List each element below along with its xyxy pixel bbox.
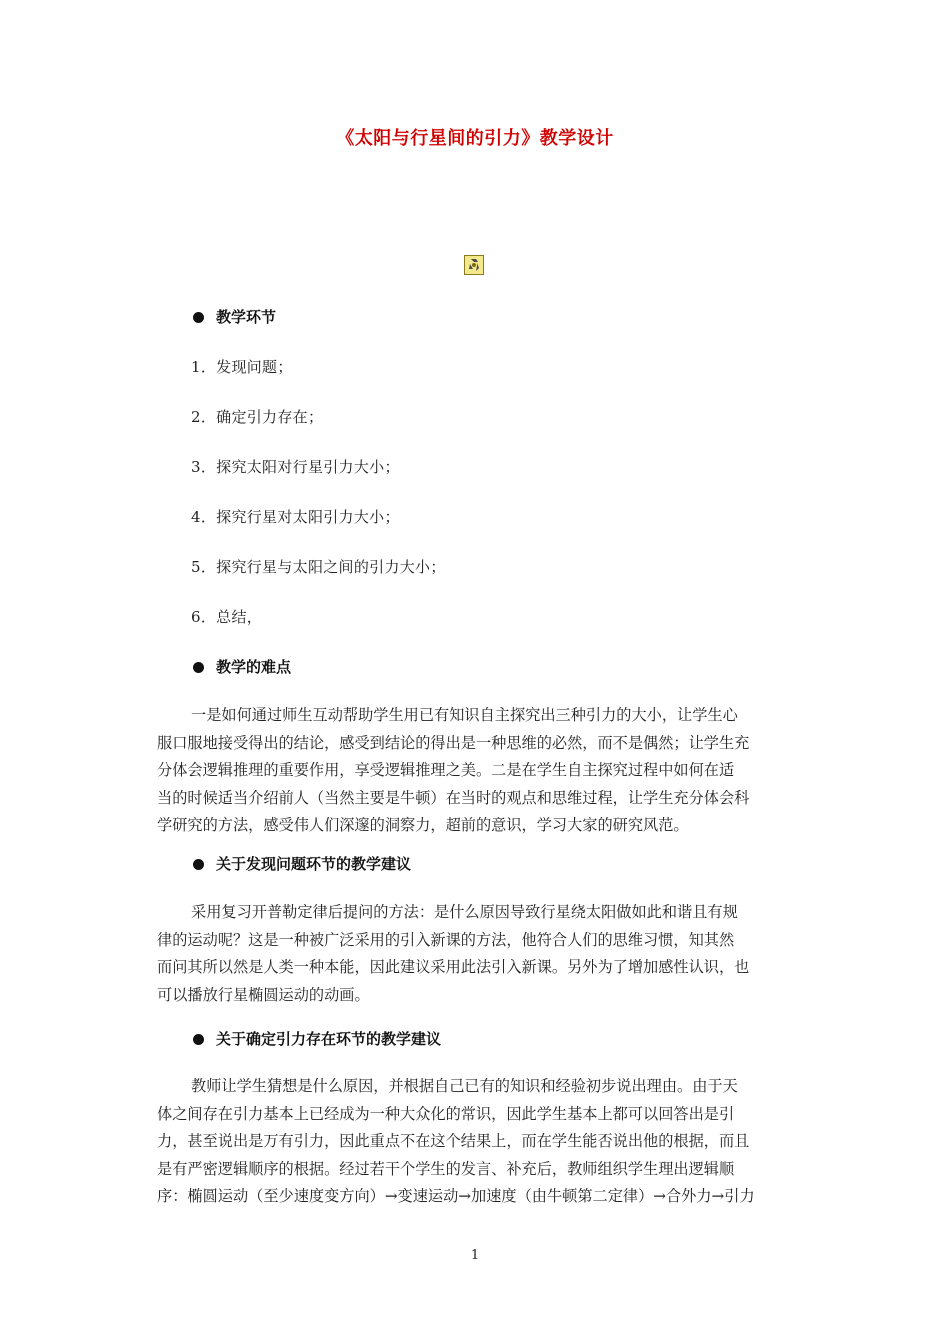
confirm-paragraph — [157, 1073, 797, 1211]
section-heading-steps: 教学环节 — [193, 306, 276, 327]
text-line: 而问其所以然是人类一种本能，因此建议采用此法引入新课。另外为了增加感性认识，也 — [157, 958, 750, 976]
text-line: 采用复习开普勒定律后提问的方法：是什么原因导致行星绕太阳做如此和谐且有规 — [191, 903, 738, 921]
document-title: 《太阳与行星间的引力》教学设计 — [336, 128, 614, 149]
text-line: 分体会逻辑推理的重要作用，享受逻辑推理之美。二是在学生自主探究过程中如何在适 — [157, 761, 735, 779]
object-icon[interactable] — [464, 255, 484, 275]
step-item: 1．发现问题； — [191, 358, 293, 376]
text-line: 是有严密逻辑顺序的根据。经过若干个学生的发言、补充后，教师组织学生理出逻辑顺 — [157, 1159, 735, 1178]
text-line: 教师让学生猜想是什么原因，并根据自己已有的知识和经验初步说出理由。由于天 — [191, 1077, 738, 1095]
step-item: 4．探究行星对太阳引力大小； — [191, 508, 400, 526]
step-item: 5．探究行星与太阳之间的引力大小； — [191, 558, 446, 576]
section-heading-difficulty: 教学的难点 — [193, 656, 291, 677]
section-heading-discover: 关于发现问题环节的教学建议 — [193, 853, 411, 874]
text-line: 服口服地接受得出的结论，感受到结论的得出是一种思维的必然，而不是偶然；让学生充 — [157, 733, 750, 752]
bullet-icon — [193, 859, 204, 870]
page-number: 1 — [470, 1248, 480, 1263]
step-item: 6．总结， — [191, 608, 263, 626]
step-item: 3．探究太阳对行星引力大小； — [191, 458, 400, 476]
step-item: 2．确定引力存在； — [191, 408, 324, 426]
section-heading-confirm: 关于确定引力存在环节的教学建议 — [193, 1028, 441, 1049]
text-line: 序：椭圆运动（至少速度变方向）→变速运动→加速度（由牛顿第二定律）→合外力→引力 — [157, 1187, 755, 1205]
text-line: 当的时候适当介绍前人（当然主要是牛顿）在当时的观点和思维过程，让学生充分体会科 — [157, 788, 750, 807]
discover-paragraph — [157, 899, 797, 1009]
difficulty-paragraph — [157, 702, 797, 840]
text-line: 一是如何通过师生互动帮助学生用已有知识自主探究出三种引力的大小，让学生心 — [191, 706, 738, 724]
bullet-icon — [193, 1034, 204, 1045]
text-line: 律的运动呢？这是一种被广泛采用的引入新课的方法，他符合人们的思维习惯，知其然 — [157, 930, 735, 949]
bullet-icon — [193, 312, 204, 323]
bullet-icon — [193, 662, 204, 673]
text-line: 学研究的方法，感受伟人们深邃的洞察力，超前的意识，学习大家的研究风范。 — [157, 816, 689, 834]
text-line: 力，甚至说出是万有引力，因此重点不在这个结果上，而在学生能否说出他的根据，而且 — [157, 1132, 750, 1150]
text-line: 可以播放行星椭圆运动的动画。 — [157, 985, 370, 1004]
text-line: 体之间存在引力基本上已经成为一种大众化的常识，因此学生基本上都可以回答出是引 — [157, 1104, 735, 1123]
